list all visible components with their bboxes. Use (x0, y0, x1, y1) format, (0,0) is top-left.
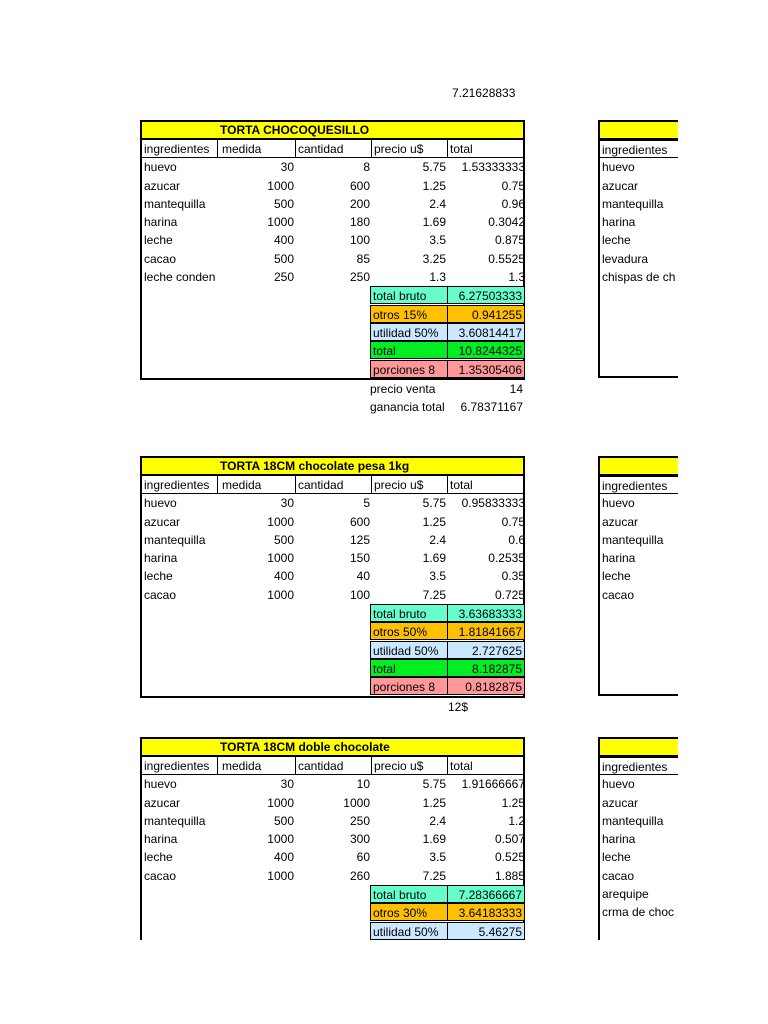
ingredient-cell: 0.875 (494, 233, 525, 248)
side-title-bar (598, 737, 678, 757)
side-ingredient: crma de choc (598, 903, 678, 921)
column-header: ingredientes (142, 476, 218, 494)
summary-label: total bruto (370, 885, 448, 903)
ingredient-cell: mantequilla (144, 196, 206, 211)
ingredient-cell: cacao (144, 868, 177, 883)
ingredient-cell: 1.91666667 (461, 777, 525, 792)
recipe-title: TORTA 18CM doble chocolate (220, 740, 390, 754)
ingredient-cell: 100 (349, 587, 370, 602)
summary-label: otros 15% (370, 305, 448, 323)
ingredient-cell: 1.25 (501, 795, 525, 810)
summary-value: 3.64183333 (448, 903, 525, 921)
ingredient-cell: huevo (144, 496, 177, 511)
side-ingredient: harina (598, 830, 678, 848)
ingredient-cell: 3.25 (422, 251, 446, 266)
column-header: total (450, 142, 473, 156)
ingredient-cell: huevo (144, 777, 177, 792)
side-ingredient: harina (598, 213, 678, 231)
side-ingredient: leche (598, 848, 678, 866)
side-ingredient: mantequilla (598, 531, 678, 549)
summary-row (142, 885, 523, 903)
ingredient-cell: leche (144, 569, 173, 584)
summary-label: otros 30% (370, 903, 448, 921)
column-header: precio u$ (372, 140, 448, 158)
ingredient-cell: 40 (356, 569, 370, 584)
summary-row (142, 641, 523, 659)
column-header: precio u$ (372, 757, 448, 775)
summary-value: 6.27503333 (448, 286, 525, 304)
cost-summary (140, 885, 525, 940)
ingredient-cell: 30 (280, 496, 294, 511)
price-value: 14 (509, 381, 523, 396)
ingredient-row (140, 775, 525, 793)
ingredient-cell: 1000 (267, 832, 294, 847)
ingredient-row (140, 231, 525, 249)
side-ingredient: azucar (598, 513, 678, 531)
summary-value: 0.8182875 (448, 677, 525, 695)
summary-value: 5.46275 (448, 922, 525, 940)
price-note: 12$ (448, 699, 469, 714)
ingredient-cell: 2.4 (429, 532, 446, 547)
ingredient-cell: 85 (356, 251, 370, 266)
ingredient-cell: 260 (349, 868, 370, 883)
ingredient-cell: 1.53333333 (461, 160, 525, 175)
column-header: medida (220, 140, 296, 158)
summary-value: 10.8244325 (448, 341, 525, 359)
ingredient-cell: 0.95833333 (461, 496, 525, 511)
ingredient-cell: 1.3 (508, 270, 525, 285)
ingredient-row (140, 830, 525, 848)
ingredient-cell: 1.69 (422, 215, 446, 230)
column-header: medida (220, 757, 296, 775)
side-title-bar (598, 120, 678, 140)
ingredient-cell: 5.75 (422, 777, 446, 792)
ingredient-cell: azucar (144, 514, 181, 529)
ingredient-cell: 0.2535 (488, 551, 525, 566)
column-header-row (140, 476, 525, 494)
ingredient-cell: cacao (144, 587, 177, 602)
ingredient-cell: 3.5 (429, 850, 446, 865)
ingredient-cell: 1.25 (422, 178, 446, 193)
ingredient-cell: 180 (349, 215, 370, 230)
column-header: total (450, 478, 473, 492)
cost-summary (140, 286, 525, 379)
ingredient-row (140, 549, 525, 567)
side-filler (598, 286, 678, 378)
side-ingredient: azucar (598, 177, 678, 195)
ingredient-cell: 1000 (267, 795, 294, 810)
ingredient-cell: leche (144, 233, 173, 248)
ingredient-cell: 0.75 (501, 514, 525, 529)
summary-row (142, 622, 523, 640)
side-ingredient: mantequilla (598, 812, 678, 830)
ingredient-cell: 600 (349, 178, 370, 193)
recipe-title-row (140, 456, 525, 476)
side-ingredient: huevo (598, 158, 678, 176)
ingredient-cell: 400 (273, 233, 294, 248)
ingredient-cell: 1000 (267, 178, 294, 193)
recipe-title-row (140, 120, 525, 140)
side-ingredient: cacao (598, 586, 678, 604)
ingredient-cell: 1000 (267, 587, 294, 602)
ingredient-cell: 200 (349, 196, 370, 211)
column-header: cantidad (296, 476, 372, 494)
recipe-sheet (140, 456, 525, 716)
summary-value: 2.727625 (448, 641, 525, 659)
side-title-bar (598, 456, 678, 476)
ingredient-row (140, 268, 525, 286)
ingredient-row (140, 531, 525, 549)
recipe-title: TORTA CHOCOQUESILLO (220, 123, 370, 137)
side-ingredient: leche (598, 567, 678, 585)
side-ingredient: azucar (598, 794, 678, 812)
ingredient-cell: 1.25 (422, 514, 446, 529)
summary-value: 3.63683333 (448, 604, 525, 622)
side-ingredient: levadura (598, 250, 678, 268)
ingredient-row (140, 567, 525, 585)
price-value: 6.78371167 (460, 399, 523, 414)
ingredient-row (140, 213, 525, 231)
ingredient-row (140, 494, 525, 512)
ingredient-cell: 7.25 (422, 587, 446, 602)
side-column-header: ingredientes (598, 757, 678, 775)
summary-label: utilidad 50% (370, 641, 448, 659)
ingredient-cell: 150 (349, 551, 370, 566)
price-note-row (140, 698, 525, 716)
ingredient-cell: 300 (349, 832, 370, 847)
column-header-row (140, 140, 525, 158)
summary-label: total (370, 341, 448, 359)
column-header: cantidad (296, 757, 372, 775)
side-recipe-sheet (598, 737, 678, 940)
summary-label: total bruto (370, 286, 448, 304)
summary-value: 7.28366667 (448, 885, 525, 903)
ingredient-cell: 1.69 (422, 832, 446, 847)
ingredient-cell: 60 (356, 850, 370, 865)
side-recipe-sheet (598, 456, 678, 696)
ingredient-cell: 3.5 (429, 233, 446, 248)
recipe-sheet (140, 120, 525, 416)
ingredient-cell: mantequilla (144, 813, 206, 828)
ingredient-cell: 0.3042 (488, 215, 525, 230)
ingredient-cell: 7.25 (422, 868, 446, 883)
summary-label: utilidad 50% (370, 922, 448, 940)
ingredient-cell: 1000 (267, 514, 294, 529)
side-ingredient: huevo (598, 775, 678, 793)
ingredient-cell: 1.69 (422, 551, 446, 566)
price-row (140, 398, 525, 416)
ingredient-cell: 0.5525 (488, 251, 525, 266)
ingredient-row (140, 158, 525, 176)
ingredient-cell: 0.525 (494, 850, 525, 865)
column-header: cantidad (296, 140, 372, 158)
summary-row (142, 360, 523, 378)
ingredient-cell: 250 (273, 270, 294, 285)
ingredient-cell: 1000 (267, 551, 294, 566)
summary-row (142, 604, 523, 622)
side-recipe-sheet (598, 120, 678, 378)
ingredient-cell: harina (144, 832, 178, 847)
summary-label: otros 50% (370, 622, 448, 640)
ingredient-cell: 250 (349, 270, 370, 285)
ingredient-cell: 1000 (343, 795, 370, 810)
ingredient-row (140, 586, 525, 604)
ingredient-cell: 500 (273, 813, 294, 828)
summary-value: 1.35305406 (448, 360, 525, 378)
summary-label: total bruto (370, 604, 448, 622)
ingredient-cell: 5 (363, 496, 370, 511)
ingredient-cell: leche (144, 850, 173, 865)
ingredient-row (140, 794, 525, 812)
summary-row (142, 903, 523, 921)
column-header-row (140, 757, 525, 775)
summary-value: 8.182875 (448, 659, 525, 677)
ingredient-row (140, 513, 525, 531)
ingredient-cell: 1.2 (508, 813, 525, 828)
ingredient-cell: 600 (349, 514, 370, 529)
ingredient-cell: 0.75 (501, 178, 525, 193)
ingredient-cell: 5.75 (422, 160, 446, 175)
summary-row (142, 659, 523, 677)
recipe-title: TORTA 18CM chocolate pesa 1kg (220, 459, 410, 473)
cost-summary (140, 604, 525, 697)
ingredient-cell: harina (144, 551, 178, 566)
ingredient-cell: 400 (273, 850, 294, 865)
side-column-header: ingredientes (598, 140, 678, 158)
ingredient-row (140, 177, 525, 195)
ingredient-cell: 0.725 (494, 587, 525, 602)
side-column-header: ingredientes (598, 476, 678, 494)
ingredient-cell: huevo (144, 160, 177, 175)
ingredient-cell: 0.6 (508, 532, 525, 547)
side-filler (598, 604, 678, 696)
recipe-sheet (140, 737, 525, 940)
ingredient-cell: mantequilla (144, 532, 206, 547)
side-ingredient: chispas de ch (598, 268, 678, 286)
ingredient-cell: azucar (144, 178, 181, 193)
summary-label: utilidad 50% (370, 323, 448, 341)
ingredient-cell: 500 (273, 251, 294, 266)
summary-label: total (370, 659, 448, 677)
summary-label: porciones 8 (370, 677, 448, 695)
ingredient-cell: cacao (144, 251, 177, 266)
column-header: ingredientes (142, 757, 218, 775)
side-ingredient: mantequilla (598, 195, 678, 213)
ingredient-cell: 1000 (267, 868, 294, 883)
ingredient-cell: 1000 (267, 215, 294, 230)
ingredient-row (140, 867, 525, 885)
ingredient-cell: 1.3 (429, 270, 446, 285)
ingredient-cell: 125 (349, 532, 370, 547)
ingredient-cell: 250 (349, 813, 370, 828)
ingredient-cell: 100 (349, 233, 370, 248)
summary-row (142, 922, 523, 940)
ingredient-cell: 2.4 (429, 813, 446, 828)
recipe-title-row (140, 737, 525, 757)
summary-row (142, 305, 523, 323)
price-label: precio venta (370, 381, 436, 396)
side-ingredient: huevo (598, 494, 678, 512)
ingredient-row (140, 812, 525, 830)
ingredient-cell: 0.96 (501, 196, 525, 211)
ingredient-cell: 3.5 (429, 569, 446, 584)
summary-row (142, 677, 523, 695)
ingredient-cell: 30 (280, 777, 294, 792)
ingredient-cell: 400 (273, 569, 294, 584)
summary-row (142, 286, 523, 304)
ingredient-cell: harina (144, 215, 178, 230)
ingredient-cell: 1.25 (422, 795, 446, 810)
summary-value: 0.941255 (448, 305, 525, 323)
column-header: total (450, 759, 473, 773)
summary-label: porciones 8 (370, 360, 448, 378)
price-label: ganancia total (370, 399, 445, 414)
top-value: 7.21628833 (452, 86, 516, 100)
side-ingredient: arequipe (598, 885, 678, 903)
ingredient-cell: leche conden (144, 270, 216, 285)
summary-value: 1.81841667 (448, 622, 525, 640)
side-ingredient: harina (598, 549, 678, 567)
column-header: ingredientes (142, 140, 218, 158)
side-ingredient: leche (598, 231, 678, 249)
ingredient-row (140, 195, 525, 213)
summary-row (142, 341, 523, 359)
ingredient-cell: 0.507 (494, 832, 525, 847)
ingredient-cell: 1.885 (494, 868, 525, 883)
price-row (140, 380, 525, 398)
ingredient-row (140, 848, 525, 866)
ingredient-cell: 10 (356, 777, 370, 792)
ingredient-cell: 30 (280, 160, 294, 175)
summary-row (142, 323, 523, 341)
side-filler (598, 922, 678, 940)
ingredient-cell: 5.75 (422, 496, 446, 511)
ingredient-cell: 500 (273, 196, 294, 211)
ingredient-cell: 8 (363, 160, 370, 175)
ingredient-row (140, 250, 525, 268)
ingredient-cell: 0.35 (501, 569, 525, 584)
ingredient-cell: azucar (144, 795, 181, 810)
side-ingredient: cacao (598, 867, 678, 885)
summary-value: 3.60814417 (448, 323, 525, 341)
ingredient-cell: 500 (273, 532, 294, 547)
column-header: medida (220, 476, 296, 494)
ingredient-cell: 2.4 (429, 196, 446, 211)
column-header: precio u$ (372, 476, 448, 494)
